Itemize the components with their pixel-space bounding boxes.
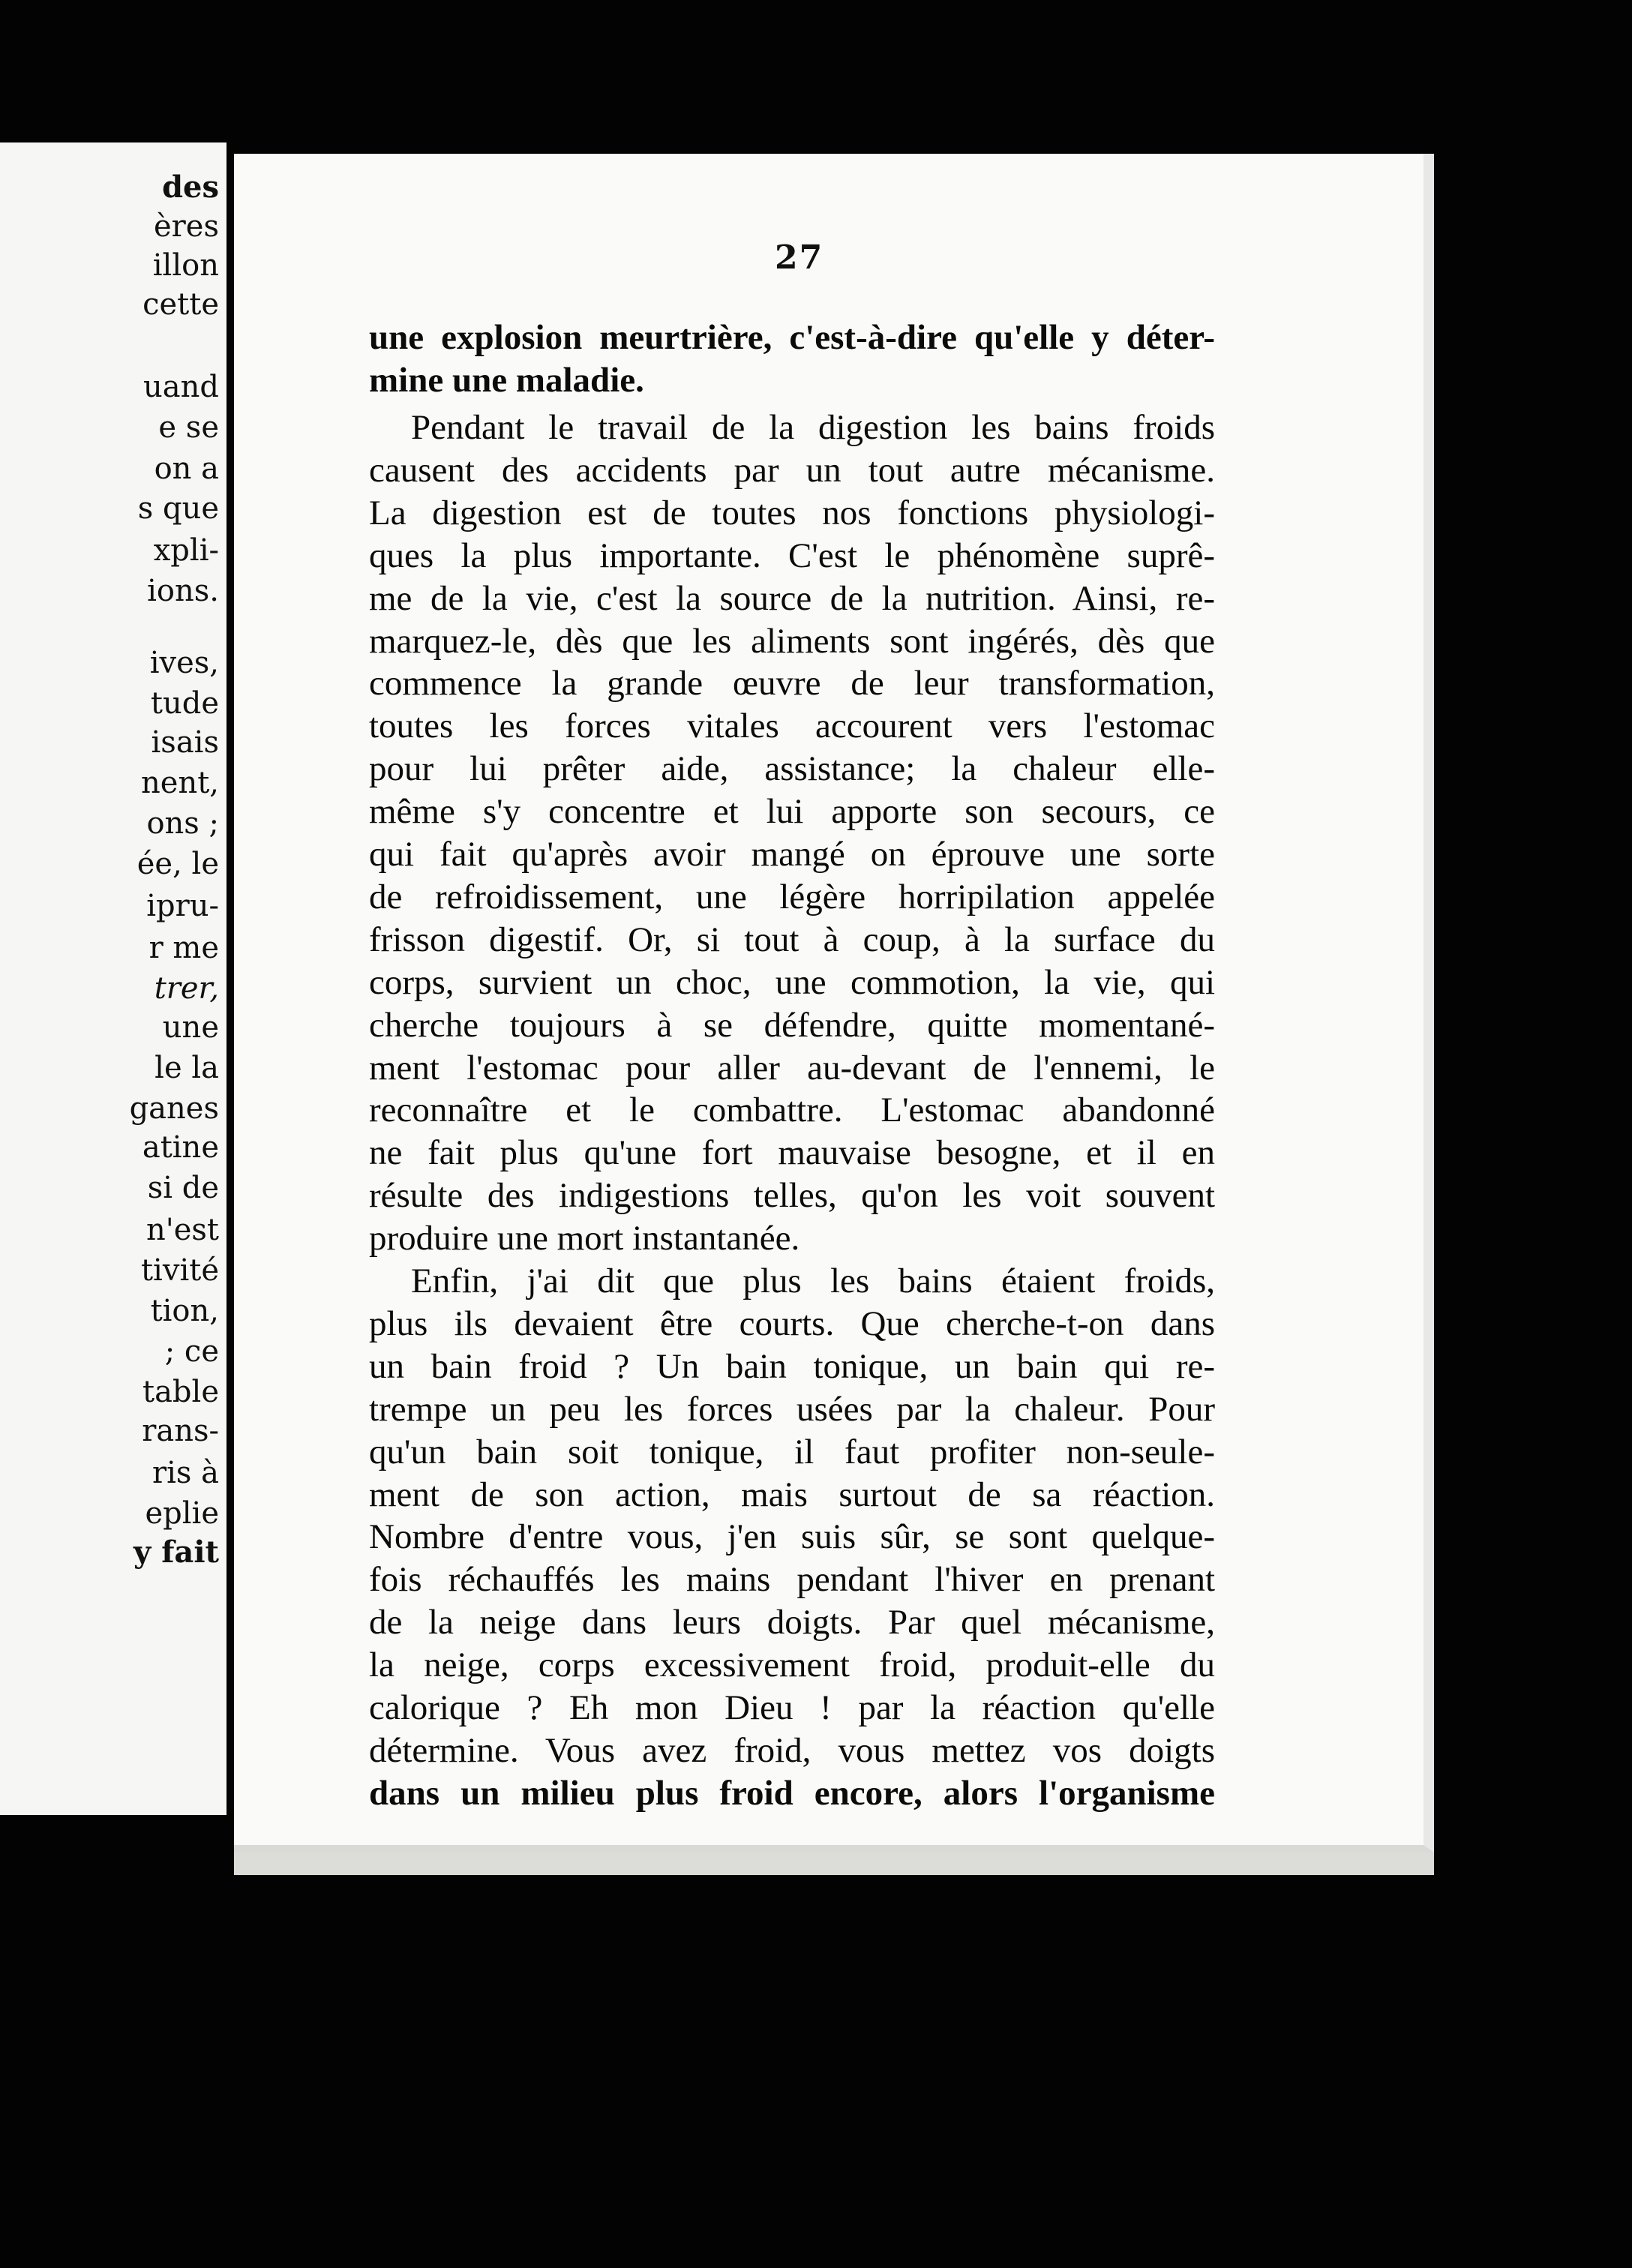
left-page-line: une: [162, 1010, 219, 1045]
left-page-line: e se: [158, 410, 219, 445]
left-page-line: isais: [151, 725, 219, 760]
left-page-line: tude: [150, 686, 219, 721]
page-text-line: dans un milieu plus froid encore, alors l'organisme: [369, 1773, 1215, 1813]
page-text-line: causent des accidents par un tout autre mécanisme.: [369, 450, 1215, 490]
left-page-line: eplie: [145, 1496, 219, 1531]
page-text-line: ment de son action, mais surtout de sa réaction.: [369, 1474, 1215, 1514]
left-page-line: illon: [152, 248, 219, 283]
left-page-line: uand: [143, 370, 219, 404]
left-page-line: des: [162, 170, 219, 205]
page-text-line: détermine. Vous avez froid, vous mettez vos doigts: [369, 1730, 1215, 1770]
left-page-line: cette: [142, 287, 219, 322]
page-text-line: produire une mort instantanée.: [369, 1219, 800, 1258]
page-bottom-edge: [234, 1852, 1434, 1875]
page-text-line: fois réchauffés les mains pendant l'hiver en prenant: [369, 1560, 1215, 1600]
left-page-line: ions.: [147, 574, 219, 608]
page-text-line: ment l'estomac pour aller au-devant de l'ennemi, le: [369, 1048, 1215, 1088]
page-text-line: corps, survient un choc, une commotion, la vie, qui: [369, 962, 1215, 1002]
page-text-line: un bain froid ? Un bain tonique, un bain qui re-: [369, 1346, 1215, 1386]
left-page-line: y fait: [134, 1534, 219, 1570]
left-page-line: atine: [142, 1130, 219, 1165]
left-page-line: table: [142, 1375, 219, 1409]
page-text-line: résulte des indigestions telles, qu'on les voit souvent: [369, 1176, 1215, 1216]
page-text-line: toutes les forces vitales accourent vers l'estomac: [369, 706, 1215, 746]
left-page-line: n'est: [146, 1213, 219, 1247]
left-page-line: ons ;: [146, 806, 219, 841]
page-text-line: me de la vie, c'est la source de la nutrition. Ainsi, re-: [369, 578, 1215, 618]
page-text-line: la neige, corps excessivement froid, produit-elle du: [369, 1646, 1215, 1685]
page-text-line: de la neige dans leurs doigts. Par quel mécanisme,: [369, 1603, 1215, 1642]
page-text-line: Pendant le travail de la digestion les bains froids: [411, 408, 1215, 447]
page-text-line: qui fait qu'après avoir mangé on éprouve une sorte: [369, 835, 1215, 874]
page-number: 27: [775, 238, 824, 277]
page-text-line: une explosion meurtrière, c'est-à-dire qu'elle y déter-: [369, 318, 1215, 357]
page-text-line: pour lui prêter aide, assistance; la chaleur elle-: [369, 749, 1215, 789]
page-text-line: ques la plus importante. C'est le phénomène suprê-: [369, 536, 1215, 575]
left-page-line: si de: [147, 1171, 219, 1205]
left-page-line: tion,: [150, 1294, 219, 1328]
left-page-line: ères: [154, 209, 219, 244]
facing-page-left: [0, 142, 226, 1815]
left-page-line: rans-: [142, 1414, 219, 1448]
page-text-line: Enfin, j'ai dit que plus les bains étaient froids,: [411, 1262, 1215, 1300]
page-text-line: cherche toujours à se défendre, quitte momentané-: [369, 1005, 1215, 1045]
page-text-line: Nombre d'entre vous, j'en suis sûr, se sont quelque-: [369, 1517, 1215, 1557]
left-page-line: nent,: [141, 766, 219, 800]
page-text-line: reconnaître et le combattre. L'estomac abandonné: [369, 1090, 1215, 1130]
page-text-line: marquez-le, dès que les aliments sont ingérés, dès que: [369, 621, 1215, 661]
left-page-line: on a: [154, 452, 219, 486]
page-text-line: de refroidissement, une légère horripilation appelée: [369, 877, 1215, 916]
page-text-line: plus ils devaient être courts. Que cherche-t-on dans: [369, 1304, 1215, 1343]
page-text-line: mine une maladie.: [369, 361, 644, 400]
page-text-line: commence la grande œuvre de leur transformation,: [369, 664, 1215, 704]
page-text-line: même s'y concentre et lui apporte son secours, ce: [369, 792, 1215, 832]
left-page-line: xpli-: [153, 533, 219, 568]
left-page-line: ipru-: [146, 889, 219, 923]
left-page-line: tivité: [140, 1253, 219, 1288]
left-page-line: trer,: [154, 971, 219, 1006]
page-text-line: calorique ? Eh mon Dieu ! par la réaction qu'elle: [369, 1688, 1215, 1727]
left-page-line: le la: [154, 1051, 219, 1085]
left-page-line: ives,: [149, 646, 219, 680]
page-text-line: La digestion est de toutes nos fonctions physiologi-: [369, 493, 1215, 532]
left-page-line: ée, le: [136, 847, 219, 881]
left-page-line: ganes: [129, 1091, 219, 1126]
page-text-line: qu'un bain soit tonique, il faut profiter non-seule-: [369, 1432, 1215, 1472]
page-text-line: frisson digestif. Or, si tout à coup, à la surface du: [369, 920, 1215, 959]
left-page-line: s que: [137, 491, 219, 526]
left-page-line: ris à: [152, 1456, 219, 1490]
left-page-line: r me: [148, 931, 219, 965]
page-text-line: ne fait plus qu'une fort mauvaise besogne, et il en: [369, 1133, 1215, 1173]
left-page-line: ; ce: [164, 1334, 219, 1369]
page-text-line: trempe un peu les forces usées par la chaleur. Pour: [369, 1389, 1215, 1429]
